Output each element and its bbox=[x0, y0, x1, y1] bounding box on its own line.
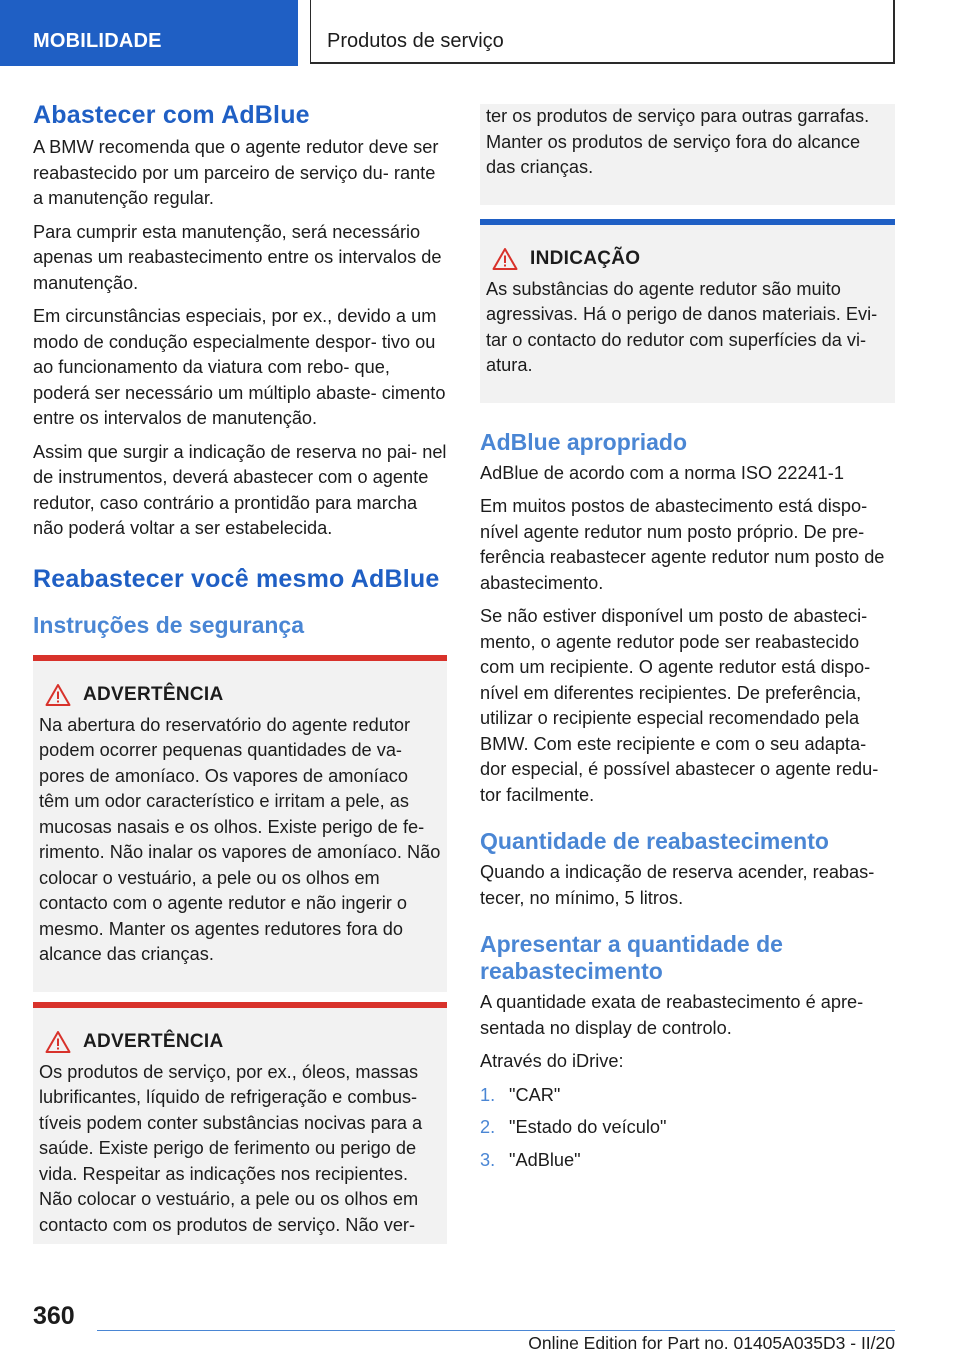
right-column bbox=[480, 104, 895, 1180]
warning-title: ADVERTÊNCIA bbox=[83, 683, 224, 705]
warning-title: ADVERTÊNCIA bbox=[83, 1030, 224, 1052]
warning-box bbox=[33, 1002, 447, 1245]
paragraph: Através do iDrive: bbox=[480, 1051, 624, 1071]
section-tab bbox=[0, 0, 298, 66]
list-item bbox=[480, 1083, 895, 1109]
footer-edition: Online Edition for Part no. 01405A035D3 - II/20 bbox=[528, 1333, 895, 1353]
warning-box bbox=[33, 655, 447, 992]
note-title: INDICAÇÃO bbox=[530, 247, 641, 269]
page-number: 360 bbox=[33, 1302, 75, 1330]
list-item bbox=[480, 1115, 895, 1141]
paragraph: Em muitos postos de abastecimento está dispo‐ nível agente redutor num posto próprio. De pre‐ ferência reabastecer agente redutor num posto de abastecimento. bbox=[480, 496, 885, 593]
heading-abastecer: Abastecer com AdBlue bbox=[33, 101, 310, 129]
step-text: "Estado do veículo" bbox=[509, 1117, 667, 1137]
warning-continuation bbox=[480, 104, 895, 205]
heading-reabastecer: Reabastecer você mesmo AdBlue bbox=[33, 564, 440, 593]
heading-quantidade: Quantidade de reabastecimento bbox=[480, 828, 829, 854]
step-text: "AdBlue" bbox=[509, 1149, 581, 1170]
warning-text: Os produtos de serviço, por ex., óleos, massas lubrificantes, líquido de refrigeração e combus‐ tíveis podem conter substâncias nocivas para a saúde. Existe perigo de ferimento ou perigo de vida. Respeitar as indicações nos recipientes. Não colocar o vestuário, a pele ou os olhos em contacto com os produtos de serviço. Não ver‐ bbox=[39, 1061, 423, 1235]
step-number: 3. bbox=[480, 1149, 496, 1170]
paragraph: A BMW recomenda que o agente redutor deve ser reabastecido por um parceiro de serviço du‐ rante a manutenção regular. bbox=[33, 137, 439, 208]
warning-text: ter os produtos de serviço para outras garrafas. Manter os produtos de serviço fora do alcance das crianças. bbox=[486, 106, 870, 177]
note-text: As substâncias do agente redutor são muito agressivas. Há o perigo de danos materiais. Evi‐ tar o contacto do redutor com superfícies da vi‐ atura. bbox=[486, 278, 878, 375]
paragraph: Quando a indicação de reserva acender, reabas‐ tecer, no mínimo, 5 litros. bbox=[480, 862, 875, 908]
paragraph: A quantidade exata de reabastecimento é apre‐ sentada no display de controlo. bbox=[480, 992, 864, 1038]
heading-apresentar: Apresentar a quantidade de reabastecimento bbox=[480, 931, 783, 984]
step-text: "CAR" bbox=[509, 1084, 561, 1105]
chapter-title: Produtos de serviço bbox=[327, 30, 504, 52]
warning-triangle-icon bbox=[492, 247, 518, 271]
step-number: 1. bbox=[480, 1084, 496, 1105]
section-title: MOBILIDADE bbox=[33, 30, 162, 52]
step-number: 2. bbox=[480, 1117, 496, 1137]
paragraph: AdBlue de acordo com a norma ISO 22241-1 bbox=[480, 462, 844, 483]
paragraph: Em circunstâncias especiais, por ex., devido a um modo de condução especialmente despor‐ tivo ou ao funcionamento da viatura com rebo‐ que, poderá ser necessário um múltiplo abaste‐ cimento entre os intervalos de manutenção. bbox=[33, 306, 446, 428]
left-column bbox=[33, 100, 447, 1244]
warning-text: Na abertura do reservatório do agente redutor podem ocorrer pequenas quantidades de va‐ pores de amoníaco. Os vapores de amoníaco têm um odor característico e irritam a pele, as mucosas nasais e os olhos. Existe perigo de fe‐ rimento. Não inalar os vapores de amoníaco. Não colocar o vestuário, a pele ou os olhos em contacto com o agente redutor e não ingerir o mesmo. Manter os agentes redutores fora do alcance das crianças. bbox=[39, 714, 441, 964]
heading-seguranca: Instruções de segurança bbox=[33, 611, 304, 638]
idrive-steps bbox=[480, 1083, 895, 1174]
list-item bbox=[480, 1148, 895, 1174]
footer-divider bbox=[97, 1330, 895, 1331]
heading-apropriado: AdBlue apropriado bbox=[480, 428, 688, 455]
chapter-header bbox=[310, 0, 895, 64]
note-box bbox=[480, 219, 895, 403]
paragraph: Assim que surgir a indicação de reserva no pai‐ nel de instrumentos, deverá abastecer com o agente redutor, caso contrário a prontidão para marcha não poderá voltar a ser estabelecida. bbox=[33, 441, 447, 538]
paragraph: Se não estiver disponível um posto de abasteci‐ mento, o agente redutor pode ser reabastecido com um recipiente. O agente redutor está dispo‐ nível em diferentes recipientes. De preferência, utilizar o recipiente especial recomendado pela BMW. Com este recipiente e com o seu adapta‐ dor especial, é possível abastecer o agente redu‐ tor facilmente. bbox=[480, 606, 879, 805]
paragraph: Para cumprir esta manutenção, será necessário apenas um reabastecimento entre os intervalos de manutenção. bbox=[33, 221, 442, 293]
warning-triangle-icon bbox=[45, 1030, 71, 1054]
warning-triangle-icon bbox=[45, 683, 71, 707]
